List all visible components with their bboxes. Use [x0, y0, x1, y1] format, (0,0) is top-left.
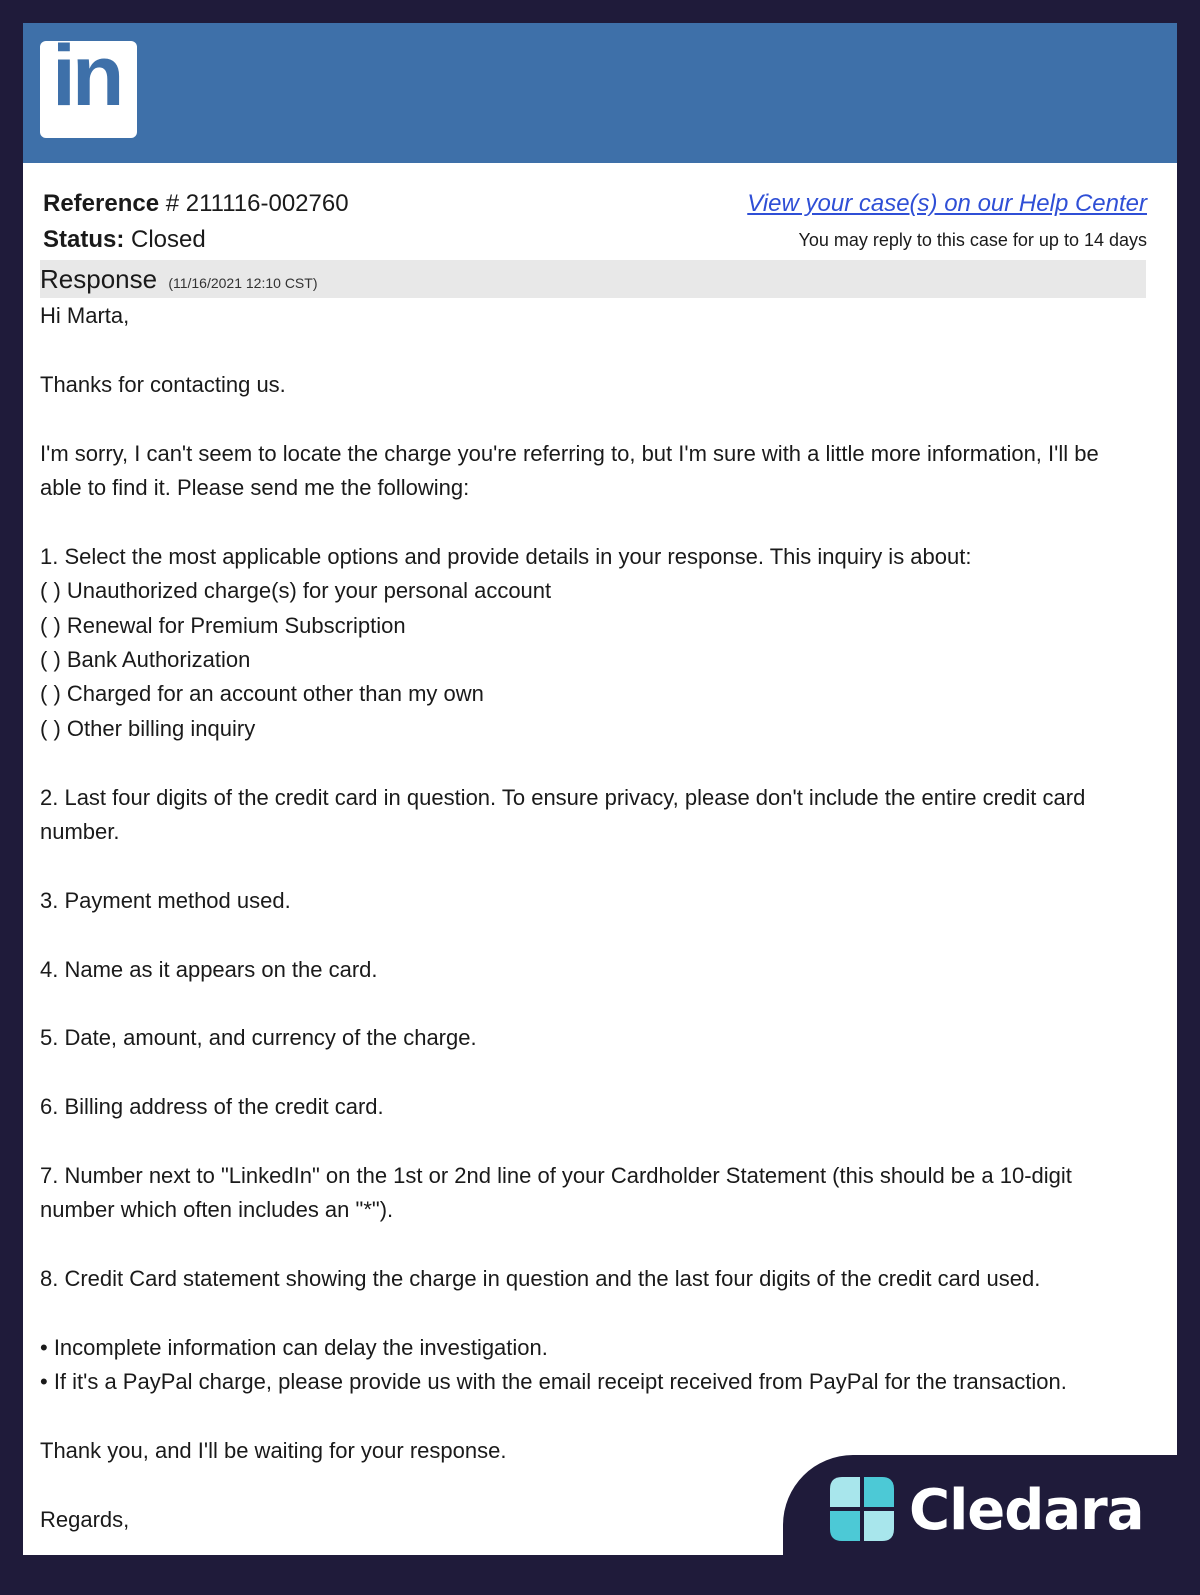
bullet-1: • Incomplete information can delay the investigation. — [40, 1335, 548, 1361]
response-heading — [40, 260, 317, 302]
greeting: Hi Marta, — [40, 303, 130, 328]
thanks-line: Thanks for contacting us. — [40, 371, 286, 397]
response-header — [40, 260, 1146, 298]
email-card — [23, 23, 1177, 1555]
linkedin-logo-icon — [40, 28, 137, 138]
cledara-watermark — [783, 1455, 1200, 1595]
option-item: ( ) Other billing inquiry — [40, 715, 256, 741]
reference-value: # 211116-002760 — [165, 190, 349, 217]
cledara-wordmark: Cledara — [909, 1478, 1144, 1543]
signoff: Regards, — [40, 1507, 130, 1533]
question-2-line-1: 2. Last four digits of the credit card in question. To ensure privacy, please don't include the entire credit card — [40, 784, 1086, 810]
option-item: ( ) Bank Authorization — [40, 647, 251, 673]
header-bar — [23, 23, 1177, 163]
message-body — [40, 299, 1150, 1537]
question-2-line-2: number. — [40, 819, 120, 845]
option-item: ( ) Renewal for Premium Subscription — [40, 612, 406, 638]
question-4: 4. Name as it appears on the card. — [40, 956, 378, 982]
bullet-2: • If it's a PayPal charge, please provide us with the email receipt received from PayPal for the transaction. — [40, 1369, 1067, 1395]
help-center-link[interactable]: View your case(s) on our Help Center — [747, 190, 1147, 217]
question-6: 6. Billing address of the credit card. — [40, 1094, 384, 1120]
question-3: 3. Payment method used. — [40, 887, 291, 913]
intro-line-2: able to find it. Please send me the following: — [40, 475, 470, 500]
case-meta — [43, 186, 1147, 258]
closing-line: Thank you, and I'll be waiting for your response. — [40, 1438, 507, 1464]
option-item: ( ) Charged for an account other than my own — [40, 681, 484, 707]
question-1: 1. Select the most applicable options and provide details in your response. This inquiry is about: — [40, 543, 972, 569]
status-value: Closed — [131, 226, 206, 253]
option-item: ( ) Unauthorized charge(s) for your personal account — [40, 578, 552, 604]
status-label: Status: — [43, 226, 125, 253]
cledara-logo-icon — [828, 1475, 896, 1543]
reply-note: You may reply to this case for up to 14 days — [798, 230, 1147, 250]
question-8: 8. Credit Card statement showing the charge in question and the last four digits of the credit card used. — [40, 1266, 1041, 1292]
logo-text: in — [52, 28, 121, 124]
question-7-line-1: 7. Number next to "LinkedIn" on the 1st or 2nd line of your Cardholder Statement (this should be a 10-digit — [40, 1163, 1072, 1189]
reference-label: Reference — [43, 190, 160, 217]
response-title: Response — [40, 264, 158, 294]
intro-line-1: I'm sorry, I can't seem to locate the charge you're referring to, but I'm sure with a little more information, I'll be — [40, 440, 1099, 466]
response-date: (11/16/2021 12:10 CST) — [168, 275, 318, 291]
question-7-line-2: number which often includes an "*"). — [40, 1197, 394, 1223]
question-5: 5. Date, amount, and currency of the charge. — [40, 1025, 477, 1051]
